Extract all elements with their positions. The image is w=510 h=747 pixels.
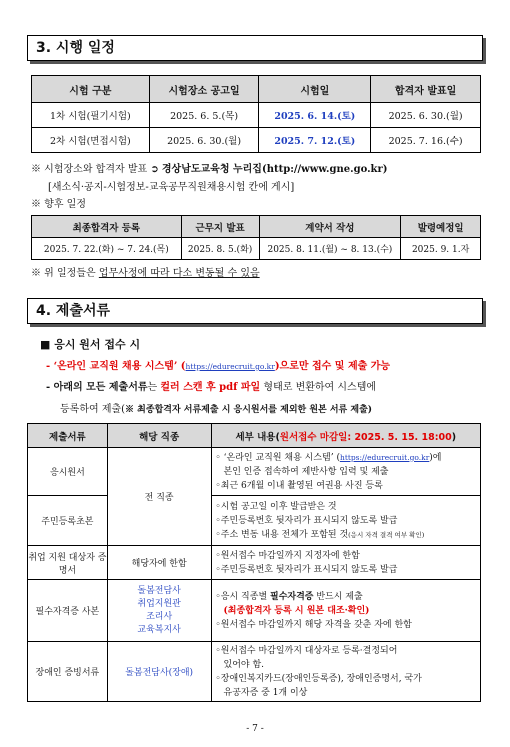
table-header: 근무지 발표 [181,216,259,238]
table-header: 합격자 발표일 [371,76,481,103]
doc-name: 필수자격증 사본 [28,580,108,642]
bullet-text: 형태로 변환하여 시스템에 [260,382,377,393]
job-item: 돌봄전담사 [137,585,181,596]
table-header: 시험 구분 [32,76,150,103]
table-cell: 2025. 7. 22.(화) ~ 7. 24.(목) [32,238,182,260]
doc-detail [211,580,481,642]
bullet-text: - 아래의 모든 제출서류 [46,382,148,393]
detail-line: ◦주민등록번호 뒷자리가 표시되지 않도록 발급 [215,564,398,575]
edurecruit-link[interactable]: https://edurecruit.go.kr [339,452,430,462]
table-cell: 2025. 9. 1.자 [401,238,481,260]
job-item: 취업지원관 [137,598,181,609]
header-text: 세부 내용( [235,431,280,443]
doc-detail [211,546,481,580]
bullet-text: ※ 최종합격자 서류제출 시 응시원서를 제외한 원본 서류 제출) [125,405,373,415]
table-header: 시험일 [259,76,371,103]
detail-line: ◦장애인복지카드(장애인등록증), 장애인증명서, 국가 [215,673,422,684]
table-header: 발령예정일 [401,216,481,238]
apply-bullet-2-line2 [60,400,372,415]
table-header-row [32,76,481,103]
section-4-title: 4. 제출서류 [27,298,483,324]
doc-detail [211,448,481,496]
bullet-text: )으로만 접수 및 제출 가능 [274,361,391,372]
apply-heading [40,336,140,352]
note-text: ※ 위 일정들은 [31,268,99,279]
table-header: 시험장소 공고일 [149,76,259,103]
table-cell: 2025. 7. 12.(토) [259,128,371,153]
table-row [32,128,481,153]
detail-line: ◦원서접수 마감일까지 해당 자격을 갖춘 자에 한함 [215,619,412,630]
table-row [28,580,481,642]
detail-line: ◦시험 공고일 이후 발급받은 것 [215,501,337,512]
detail-line: ◦주민등록번호 뒷자리가 표시되지 않도록 발급 [215,515,398,526]
detail-line: ◦원서접수 마감일까지 대상자로 등록·결정되어 [215,645,398,656]
doc-detail [211,642,481,702]
table-cell: 2025. 6. 14.(토) [259,103,371,128]
website-link[interactable]: 경상남도교육청 누리집(http://www.gne.go.kr) [161,164,388,175]
doc-job: 전 직종 [107,448,211,546]
table-row [28,448,481,496]
table-cell: 2차 시험(면접시험) [32,128,150,153]
notice-future: ※ 향후 일정 [31,199,86,210]
table-header: 제출서류 [28,424,108,448]
detail-line: (최종합격자 등록 시 원본 대조·확인) [223,605,370,616]
table-cell: 2025. 6. 30.(월) [149,128,259,153]
table-row [28,642,481,702]
apply-heading-text: ■ 응시 원서 접수 시 [40,338,141,351]
notice-change [31,264,260,279]
bullet-text: 는 [147,382,161,393]
table-cell: 2025. 6. 5.(목) [149,103,259,128]
table-header [211,424,481,448]
detail-line: 본인 인증 접속하여 제반사항 입력 및 제출 [223,466,389,477]
detail-line: ◦원서접수 마감일까지 지정자에 한함 [215,550,360,561]
bullet-highlight: 컬러 스캔 후 pdf 파일 [160,382,261,393]
table-cell: 2025. 7. 16.(수) [371,128,481,153]
table-header: 해당 직종 [107,424,211,448]
page-number: - 7 - [246,724,264,734]
job-item: 조리사 [146,611,173,622]
detail-line: ◦응시 직종별 필수자격증 반드시 제출 [215,591,363,602]
doc-job: 돌봄전담사(장애) [107,642,211,702]
note-underlined: 업무사정에 따라 다소 변동될 수 있음 [98,268,260,279]
note-text: ※ 시험장소와 합격자 발표 ➲ [31,164,162,175]
table-cell: 1차 시험(필기시험) [32,103,150,128]
doc-name: 취업 지원 대상자 증명서 [28,546,108,580]
table-header-row [28,424,481,448]
deadline-text: 원서접수 마감일: 2025. 5. 15. 18:00 [279,431,452,443]
table-cell: 2025. 8. 11.(월) ~ 8. 13.(수) [259,238,401,260]
detail-line: ◦주소 변동 내용 전체가 포함된 것(응시 자격 결격 여부 확인) [215,529,425,540]
documents-table [27,423,481,702]
apply-bullet-2 [46,378,376,393]
table-header-row [32,216,481,238]
doc-name: 장애인 증빙서류 [28,642,108,702]
table-header: 계약서 작성 [259,216,401,238]
bullet-text: - ‘온라인 교직원 채용 시스템’ ( [46,361,186,372]
doc-name: 응시원서 [28,448,108,496]
doc-job [107,580,211,642]
detail-line: ◦ ‘온라인 교직원 채용 시스템’ (https://edurecruit.go.kr)에 [215,452,442,463]
table-row [28,496,481,546]
job-item: 교육복지사 [137,624,181,635]
table-header: 최종합격자 등록 [32,216,182,238]
exam-schedule-table [31,75,481,153]
table-row [28,546,481,580]
section-3-title: 3. 시행 일정 [27,35,483,61]
apply-bullet-1 [46,357,390,372]
notice-results [31,160,388,175]
bullet-text: 등록하여 제출( [60,404,126,415]
table-cell: 2025. 8. 5.(화) [181,238,259,260]
table-cell: 2025. 6. 30.(월) [371,103,481,128]
detail-line: ◦최근 6개월 이내 촬영된 여권용 사진 등록 [215,480,383,491]
doc-detail [211,496,481,546]
doc-name: 주민등록초본 [28,496,108,546]
detail-line: 유공자증 중 1개 이상 [223,687,308,698]
notice-board-path: [새소식·공지-시험정보-교육공무직원채용시험 칸에 게시] [48,182,295,193]
edurecruit-link[interactable]: https://edurecruit.go.kr [185,362,275,371]
table-row [32,238,481,260]
doc-job: 해당자에 한함 [107,546,211,580]
future-schedule-table [31,215,481,260]
table-row [32,103,481,128]
header-text: ) [451,431,457,443]
detail-line: 있어야 함. [223,659,264,670]
